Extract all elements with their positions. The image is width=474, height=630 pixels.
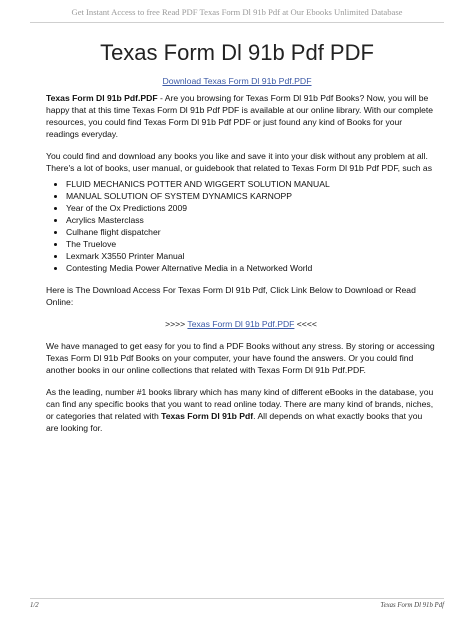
page-title: Texas Form Dl 91b Pdf PDF: [100, 40, 374, 65]
para5-text-after: . All depends on what exactly books that you are looking for.: [46, 411, 423, 433]
para5-bold: Texas Form Dl 91b Pdf: [161, 411, 254, 421]
intro-text: - Are you browsing for Texas Form Dl 91b Pdf Books? Now, you will be happy that at this time Texas Form Dl 91b Pdf PDF is available at our online library. With our complete resources, you could find Texas Form Dl 91b Pdf PDF or just found any kind of Books for your readings everyday.: [46, 93, 434, 139]
header-divider: [30, 22, 444, 23]
download-link[interactable]: Download Texas Form Dl 91b Pdf.PDF: [162, 76, 312, 86]
paragraph-2: You could find and download any books you like and save it into your disk without any problem at all. There's a lot of books, user manual, or guidebook that related to Texas Form Dl 91b Pdf PDF, such as: [46, 151, 433, 173]
intro-bold-title: Texas Form Dl 91b Pdf.PDF: [46, 93, 158, 103]
header-banner: Get Instant Access to free Read PDF Texas Form Dl 91b Pdf at Our Ebooks Unlimited Database: [71, 7, 403, 17]
access-prefix: >>>>: [165, 319, 188, 329]
access-suffix: <<<<: [294, 319, 317, 329]
access-link[interactable]: Texas Form Dl 91b Pdf.PDF: [187, 319, 295, 329]
list-item: • Contesting Media Power Alternative Media in a Networked World: [66, 262, 436, 274]
list-item: • Lexmark X3550 Printer Manual: [66, 250, 436, 262]
book-list: [46, 178, 436, 274]
access-link-line: [46, 318, 436, 330]
list-item: • The Truelove: [66, 238, 436, 250]
list-item: • FLUID MECHANICS POTTER AND WIGGERT SOLUTION MANUAL: [66, 178, 436, 190]
list-item: • Acrylics Masterclass: [66, 214, 436, 226]
paragraph-5: [46, 386, 436, 434]
list-item: • Culhane flight dispatcher: [66, 226, 436, 238]
page-number: 1/2: [30, 602, 39, 609]
intro-paragraph: [46, 92, 436, 140]
list-item: • Year of the Ox Predictions 2009: [66, 202, 436, 214]
footer-title: Texas Form Dl 91b Pdf: [380, 602, 444, 609]
document-body: [46, 92, 436, 444]
paragraph-3: Here is The Download Access For Texas Form Dl 91b Pdf, Click Link Below to Download or Read Online:: [46, 285, 416, 307]
list-item: • MANUAL SOLUTION OF SYSTEM DYNAMICS KARNOPP: [66, 190, 436, 202]
paragraph-4: We have managed to get easy for you to find a PDF Books without any stress. By storing or accessing Texas Form Dl 91b Pdf Books on your computer, your have found the answers. Or you could find another books in our online collections that related with Texas Form Dl 91b Pdf.PDF.: [46, 341, 435, 375]
footer-divider: [30, 598, 444, 599]
para5-text-before: As the leading, number #1 books library which has many kind of different eBooks in the database, you can find any specific books that you want to read online today. There are many kind of brands, niches, or categories that related with: [46, 387, 434, 421]
